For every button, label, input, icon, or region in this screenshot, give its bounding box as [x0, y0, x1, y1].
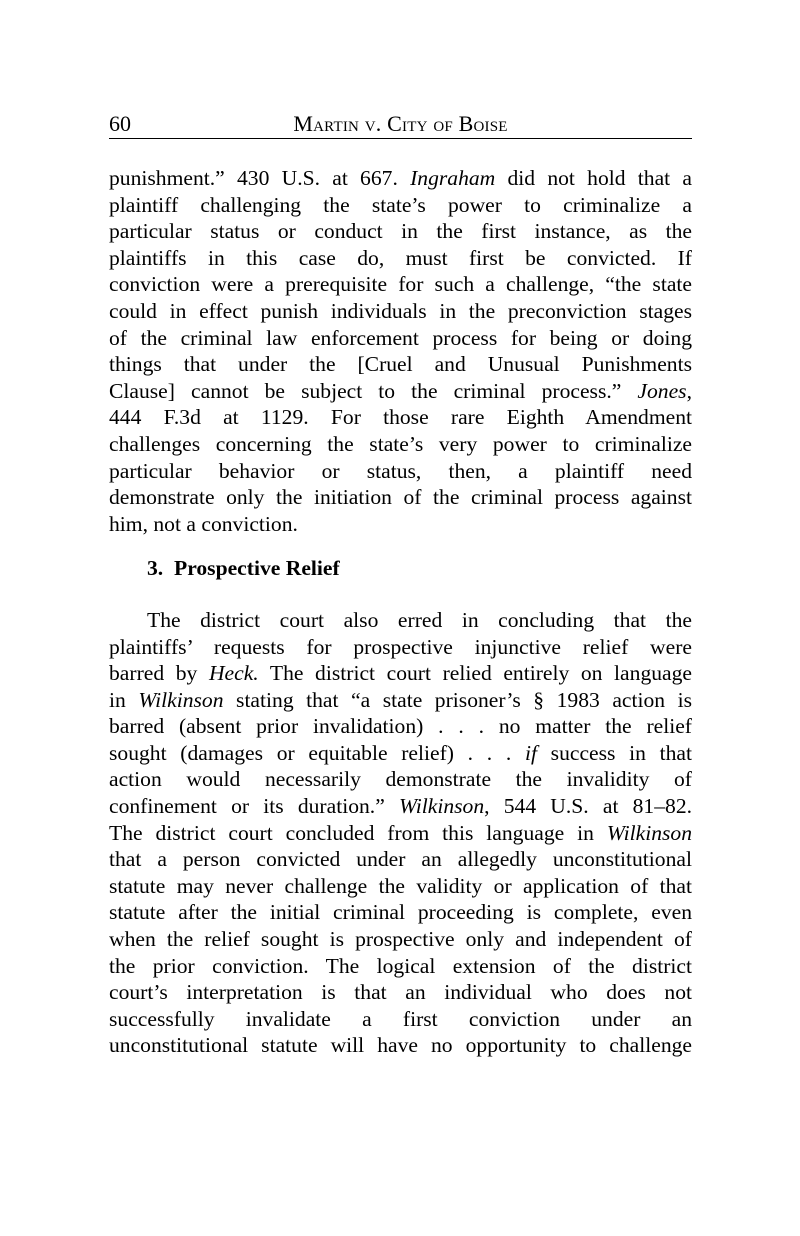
text-line: particular status or conduct in the first instance, as the: [109, 219, 692, 244]
case-name: Jones: [637, 378, 687, 403]
text-line: statute may never challenge the validity or application of that: [109, 873, 692, 898]
text-line: statute after the initial criminal proceeding is complete, even: [109, 900, 692, 925]
text-line: The district court also erred in concluding that the: [147, 607, 692, 632]
text-line: conviction were a prerequisite for such a challenge, “the state: [109, 272, 692, 297]
text-line: successfully invalidate a first conviction under an: [109, 1006, 692, 1031]
section-heading: [109, 555, 692, 582]
text-line: challenges concerning the state’s very power to criminalize: [109, 431, 692, 456]
text-line: action would necessarily demonstrate the invalidity of: [109, 767, 692, 792]
text-line: court’s interpretation is that an individual who does not: [109, 980, 692, 1005]
text-line: that a person convicted under an allegedly unconstitutional: [109, 847, 692, 872]
text-line: could in effect punish individuals in the preconviction stages: [109, 298, 692, 323]
text-line: The district court concluded from this language in Wilkinson: [109, 820, 692, 845]
text-line: of the criminal law enforcement process for being or doing: [109, 325, 692, 350]
running-head: Martin v. City of Boise: [293, 111, 508, 136]
case-name: Ingraham: [410, 166, 496, 190]
text-line: plaintiffs in this case do, must first be convicted. If: [109, 245, 692, 270]
text-line: when the relief sought is prospective only and independent of: [109, 927, 692, 952]
text-line: him, not a conviction.: [109, 511, 298, 536]
text-line: barred by Heck. The district court relied entirely on language: [109, 661, 693, 686]
case-name: Wilkinson: [606, 820, 692, 845]
text-line: particular behavior or status, then, a plaintiff need: [109, 458, 692, 483]
text-line: in Wilkinson stating that “a state prisoner’s § 1983 action is: [109, 687, 692, 712]
text-line: punishment.” 430 U.S. at 667. Ingraham did not hold that a: [109, 166, 692, 190]
text-line: 444 F.3d at 1129. For those rare Eighth Amendment: [109, 405, 692, 430]
page-number: 60: [109, 111, 131, 136]
text-line: things that under the [Cruel and Unusual Punishments: [109, 352, 692, 377]
body-text: [109, 165, 692, 1059]
case-name: Heck.: [208, 661, 259, 686]
text-line: plaintiffs’ requests for prospective injunctive relief were: [109, 634, 692, 659]
text-line: sought (damages or equitable relief) . . . if success in that: [109, 740, 692, 765]
section-number: 3.: [147, 556, 164, 581]
text-line: plaintiff challenging the state’s power to criminalize a: [109, 192, 692, 217]
text-line: Clause] cannot be subject to the criminal process.” Jones,: [109, 378, 692, 403]
text-line: the prior conviction. The logical extension of the district: [109, 953, 692, 978]
case-name: Wilkinson: [138, 687, 224, 712]
text-line: demonstrate only the initiation of the criminal process against: [109, 485, 692, 510]
text-line: barred (absent prior invalidation) . . . no matter the relief: [109, 714, 692, 739]
page-header: [109, 110, 692, 139]
text-line: confinement or its duration.” Wilkinson, 544 U.S. at 81–82.: [109, 794, 693, 819]
section-title: Prospective Relief: [174, 556, 340, 581]
case-name: Wilkinson: [398, 794, 485, 819]
text-line: unconstitutional statute will have no opportunity to challenge: [109, 1033, 692, 1058]
emphasis: if: [524, 740, 537, 765]
